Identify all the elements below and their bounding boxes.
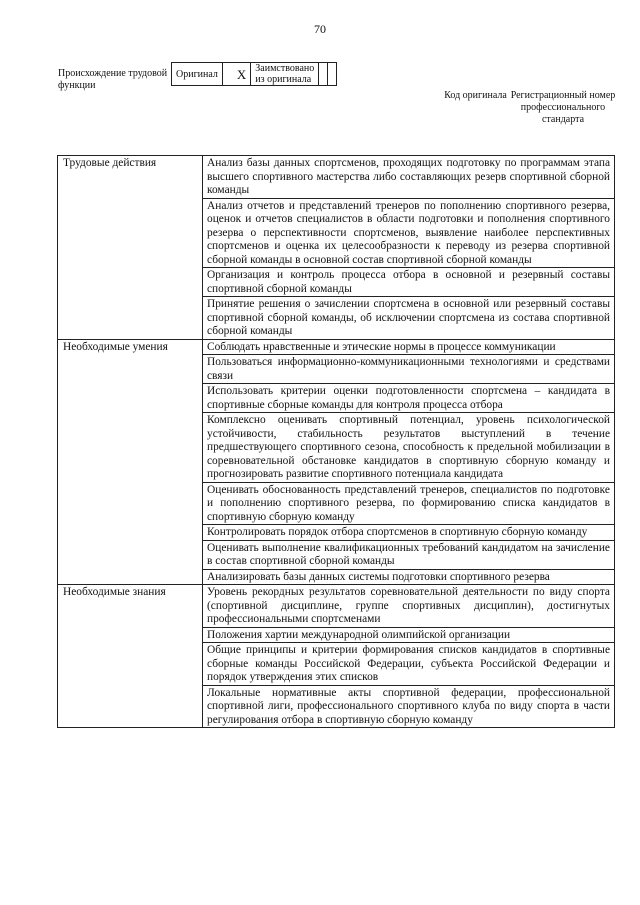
section-item: Контролировать порядок отбора спортсменов в спортивную сборную команду [203,525,615,541]
code-caption: Код оригинала [444,90,507,101]
table-row [58,156,615,199]
code-cell [319,63,328,86]
section-item: Анализ базы данных спортсменов, проходящих подготовку по программам этапа высшего спортивного мастерства либо составляющих резерв спортивной сборной команды [203,156,615,199]
section-item: Соблюдать нравственные и этические нормы в процессе коммуникации [203,339,615,355]
reg-caption: Регистрационный номер профессионального стандарта [510,90,616,125]
original-mark: X [222,63,250,86]
functions-table [57,155,615,728]
table-row [58,339,615,355]
section-item: Принятие решения о зачислении спортсмена в основной или резервный составы спортивной сборной команды, об исключении спортсмена из состава спортивной сборной команды [203,297,615,340]
origin-table [171,62,337,86]
functions-table-body [58,156,615,728]
origin-label: Происхождение трудовой функции [58,68,168,91]
section-item: Локальные нормативные акты спортивной федерации, профессиональной спортивной лиги, профессионального спортивного клуба по виду спорта в части регулирования отбора в спортивную сборную команду [203,685,615,728]
section-item: Анализ отчетов и представлений тренеров по пополнению спортивного резерва, оценок и отчетов специалистов в области подготовки и пополнения спортивного резерва о перспективности спортсменов, выявление наиболее перспективных спортсменов и оценка их целесообразности к переводу из резерва спортивной сборной команды в основной состав спортивной сборной команды [203,198,615,268]
section-label-required-knowledge: Необходимые знания [58,585,203,728]
section-item: Оценивать выполнение квалификационных требований кандидатом на зачисление в состав спортивной сборной команды [203,540,615,569]
section-item: Использовать критерии оценки подготовленности спортсмена – кандидата в спортивные сборные команды для контроля процесса отбора [203,384,615,413]
section-item: Оценивать обоснованность представлений тренеров, специалистов по подготовке и пополнению спортивного резерва, по формированию списка кандидатов в спортивную сборную команду [203,482,615,525]
section-item: Организация и контроль процесса отбора в основной и резервный составы спортивной сборной команды [203,268,615,297]
section-item: Общие принципы и критерии формирования списков кандидатов в спортивные сборные команды Российской Федерации, субъекта Российской Федерации и порядок утверждения этих списков [203,643,615,686]
borrowed-label: Заимствовано из оригинала [251,63,319,86]
page-number: 70 [314,22,326,36]
section-label-labor-actions: Трудовые действия [58,156,203,340]
section-item: Пользоваться информационно-коммуникационными технологиями и средствами связи [203,355,615,384]
section-item: Положения хартии международной олимпийской организации [203,627,615,643]
section-item: Комплексно оценивать спортивный потенциал, уровень психологической устойчивости, стабильность результатов выступлений в течение предшествующего спортивного сезона, способность к предельной мобилизации в соревновательной обстановке кандидатов в спортивную сборную команду и прогнозировать развитие спортивного потенциала кандидата [203,413,615,483]
reg-number-cell [328,63,337,86]
table-row [58,585,615,628]
original-label: Оригинал [172,63,223,86]
section-label-required-skills: Необходимые умения [58,339,203,585]
section-item: Уровень рекордных результатов соревновательной деятельности по виду спорта (спортивной дисциплине, группе спортивных дисциплин), достигнутых профессиональными спортсменами [203,585,615,628]
section-item: Анализировать базы данных системы подготовки спортивного резерва [203,569,615,585]
